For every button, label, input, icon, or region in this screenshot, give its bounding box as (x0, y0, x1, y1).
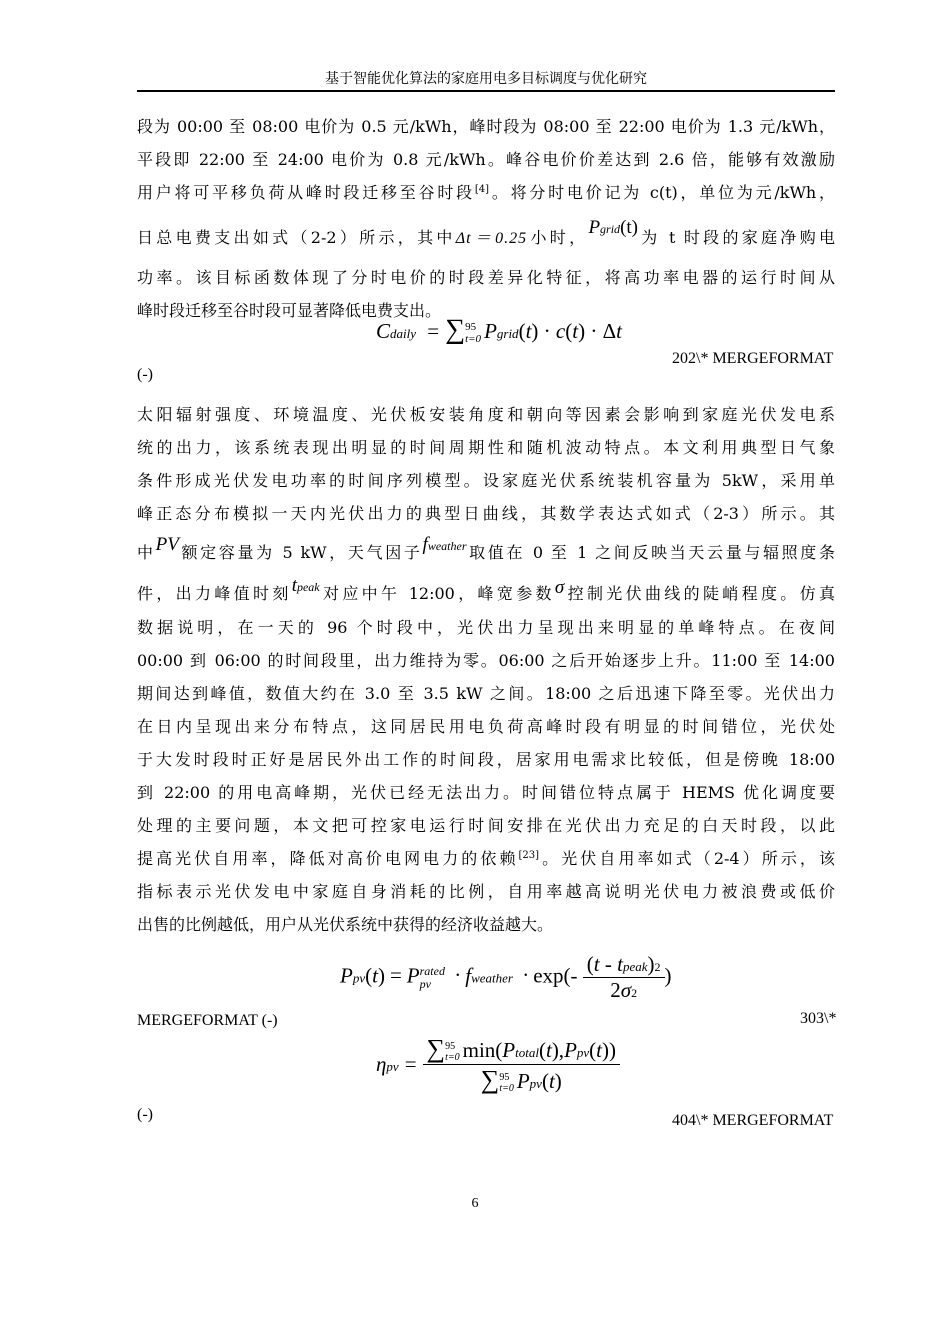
text-line: 提高光伏自用率，降低对高价电网电力的依赖[23]。光伏自用率如式（2-4）所示，该 (137, 849, 835, 868)
equation-pv-self-consumption: ηpv = ∑ 95 t=0 min(Ptotal(t),Ppv(t)) ∑ 95 t=0 Ppv(t) (376, 1034, 620, 1095)
equation-pv-power: Ppv(t) = P rated pv · fweather · exp(- $\frac{\text{(t - tpeak)2}}{2\sigma 2}$ ) (340, 952, 672, 1002)
equation-daily-cost: Cdaily = ∑ 95 t=0 Pgrid(t) · c(t) · Δt (376, 314, 622, 346)
paragraph-2 (137, 398, 835, 941)
text-line: 处理的主要问题，本文把可控家电运行时间安排在光伏出力充足的白天时段，以此 (137, 816, 835, 835)
pv-symbol: PV (155, 534, 179, 555)
text-line: 指标表示光伏发电中家庭自身消耗的比例，自用率越高说明光伏电力被浪费或低价 (137, 882, 835, 901)
text-line: 中PV额定容量为 5 kW，天气因子fweather取值在 0 至 1 之间反映当天云量与辐照度条 (137, 534, 835, 562)
delta-t-inline: Δt＝0.25 (455, 230, 528, 247)
text-line: 在日内呈现出来分布特点，这同居民用电负荷高峰时段有明显的时间错位，光伏处 (137, 717, 835, 736)
text-line: 统的出力，该系统表现出明显的时间周期性和随机波动特点。本文利用典型日气象 (137, 438, 835, 457)
text-line: 用户将可平移负荷从峰时段迁移至谷时段[4]。将分时电价记为 c(t)，单位为元/kWh， (137, 183, 835, 202)
header-rule (137, 90, 835, 92)
t-peak-symbol: tpeak (291, 575, 320, 596)
equation-number-2-4: (-) (137, 1106, 153, 1123)
text-line: 00:00 到 06:00 的时间段里，出力维持为零。06:00 之后开始逐步上升。11:00 至 14:00 (137, 651, 835, 670)
text-line: 日总电费支出如式（2-2）所示，其中Δt＝0.25小时，Pgrid(t)为 t 时段的家庭净购电 (137, 217, 835, 247)
text-line: 件，出力峰值时刻tpeak对应中午 12:00，峰宽参数σ控制光伏曲线的陡峭程度。仿真 (137, 575, 835, 603)
equation-label-2-3: 303\* (800, 1010, 837, 1027)
text-line: 段为 00:00 至 08:00 电价为 0.5 元/kWh，峰时段为 08:00 至 22:00 电价为 1.3 元/kWh， (137, 117, 835, 136)
text-line: 出售的比例越低，用户从光伏系统中获得的经济收益越大。 (137, 915, 554, 934)
p-grid-symbol: Pgrid(t) (588, 217, 638, 238)
text-line: 数据说明，在一天的 96 个时段中，光伏出力呈现出来明显的单峰特点。在夜间 (137, 618, 835, 637)
equation-label-2-2: 202\* MERGEFORMAT (672, 350, 834, 367)
running-header: 基于智能优化算法的家庭用电多目标调度与优化研究 (325, 71, 647, 87)
text-line: 于大发时段时正好是居民外出工作的时间段，居家用电需求比较低，但是傍晚 18:00 (137, 750, 835, 769)
citation: [4] (474, 184, 490, 195)
text-line: 峰正态分布模拟一天内光伏出力的典型日曲线，其数学表达式如式（2-3）所示。其 (137, 504, 835, 523)
page-number: 6 (471, 1196, 479, 1211)
text-line: 太阳辐射强度、环境温度、光伏板安装角度和朝向等因素会影响到家庭光伏发电系 (137, 405, 835, 424)
equation-number-2-3: MERGEFORMAT (-) (137, 1012, 278, 1029)
text-line: 功率。该目标函数体现了分时电价的时段差异化特征，将高功率电器的运行时间从 (137, 268, 835, 287)
text-line: 平段即 22:00 至 24:00 电价为 0.8 元/kWh。峰谷电价价差达到 2.6 倍，能够有效激励 (137, 150, 835, 169)
f-weather-symbol: fweather (422, 534, 467, 555)
sigma-symbol: σ (554, 577, 565, 598)
text-line: 条件形成光伏发电功率的时间序列模型。设家庭光伏系统装机容量为 5kW，采用单 (137, 471, 835, 490)
equation-label-2-4: 404\* MERGEFORMAT (672, 1112, 834, 1129)
citation: [23] (518, 850, 540, 861)
equation-number-2-2: (-) (137, 366, 153, 383)
text-line: 到 22:00 的用电高峰期，光伏已经无法出力。时间错位特点属于 HEMS 优化调度要 (137, 783, 835, 802)
text-line: 峰时段迁移至谷时段可显著降低电费支出。 (137, 301, 442, 320)
text-line: 期间达到峰值，数值大约在 3.0 至 3.5 kW 之间。18:00 之后迅速下降至零。光伏出力 (137, 684, 835, 703)
paragraph-1 (137, 110, 835, 327)
